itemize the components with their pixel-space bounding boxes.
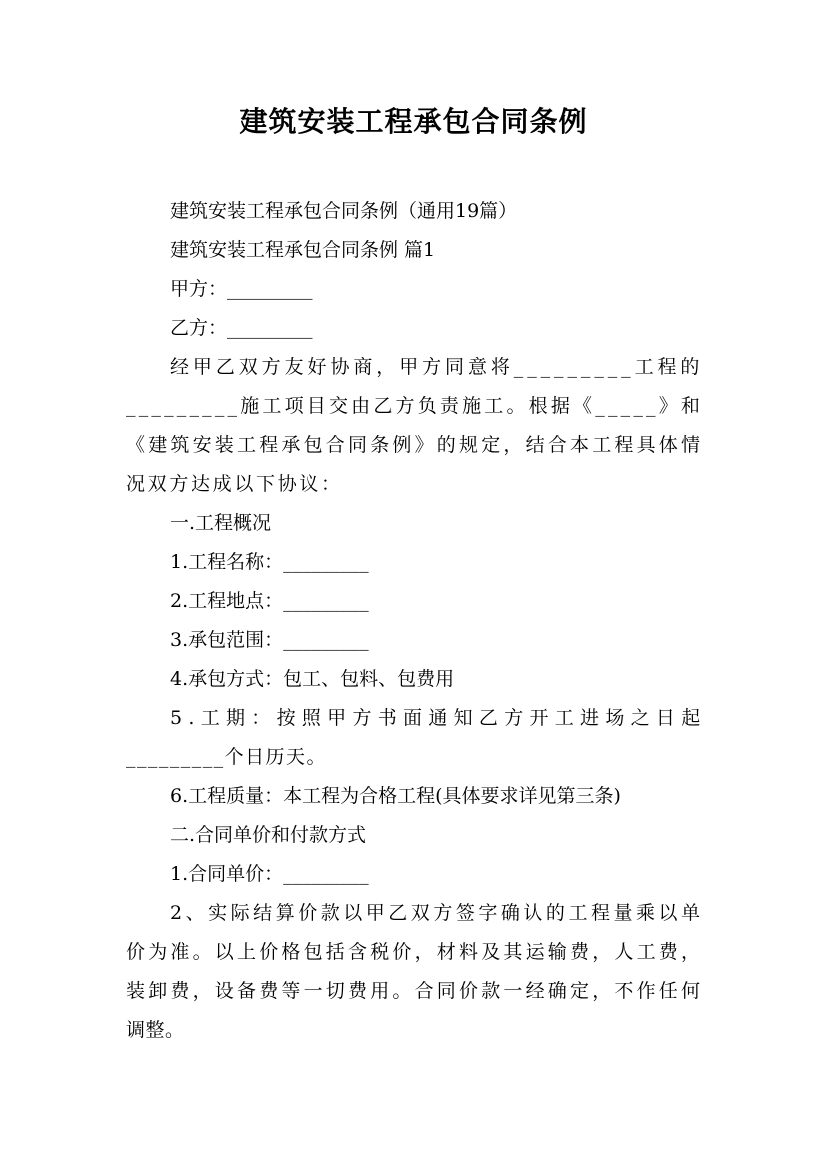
- intro-line-1: 经甲乙双方友好协商，甲方同意将_________工程的: [170, 356, 704, 378]
- settlement-line-3: 装卸费，设备费等一切费用。合同价款一经确定，不作任何: [126, 980, 704, 1002]
- document-title: 建筑安装工程承包合同条例: [239, 105, 588, 138]
- section-heading-payment: 二.合同单价和付款方式: [170, 824, 367, 846]
- intro-line-3: 《建筑安装工程承包合同条例》的规定，结合本工程具体情: [126, 434, 704, 456]
- chapter-heading: 建筑安装工程承包合同条例 篇1: [170, 239, 436, 261]
- item-duration-line-2: _________个日历天。: [126, 746, 327, 768]
- item-contract-scope: 3.承包范围：_________: [170, 629, 369, 651]
- item-project-name: 1.工程名称：_________: [170, 551, 369, 573]
- item-duration-line-1: 5.工期：按照甲方书面通知乙方开工进场之日起: [170, 707, 707, 729]
- party-a-line: 甲方：_________: [170, 278, 313, 300]
- item-project-location: 2.工程地点：_________: [170, 590, 369, 612]
- document-subtitle: 建筑安装工程承包合同条例（通用19篇）: [170, 200, 518, 222]
- party-b-line: 乙方：_________: [170, 317, 313, 339]
- settlement-line-4: 调整。: [126, 1019, 185, 1041]
- section-heading-overview: 一.工程概况: [170, 512, 272, 534]
- settlement-line-2: 价为准。以上价格包括含税价，材料及其运输费，人工费，: [126, 941, 704, 963]
- item-contract-mode: 4.承包方式：包工、包料、包费用: [170, 668, 455, 690]
- item-unit-price: 1.合同单价：_________: [170, 863, 369, 885]
- intro-line-4: 况双方达成以下协议：: [126, 473, 343, 495]
- item-quality: 6.工程质量：本工程为合格工程(具体要求详见第三条): [170, 785, 621, 807]
- settlement-line-1: 2、实际结算价款以甲乙双方签字确认的工程量乘以单: [170, 902, 704, 924]
- intro-line-2: _________施工项目交由乙方负责施工。根据《_____》和: [126, 395, 704, 417]
